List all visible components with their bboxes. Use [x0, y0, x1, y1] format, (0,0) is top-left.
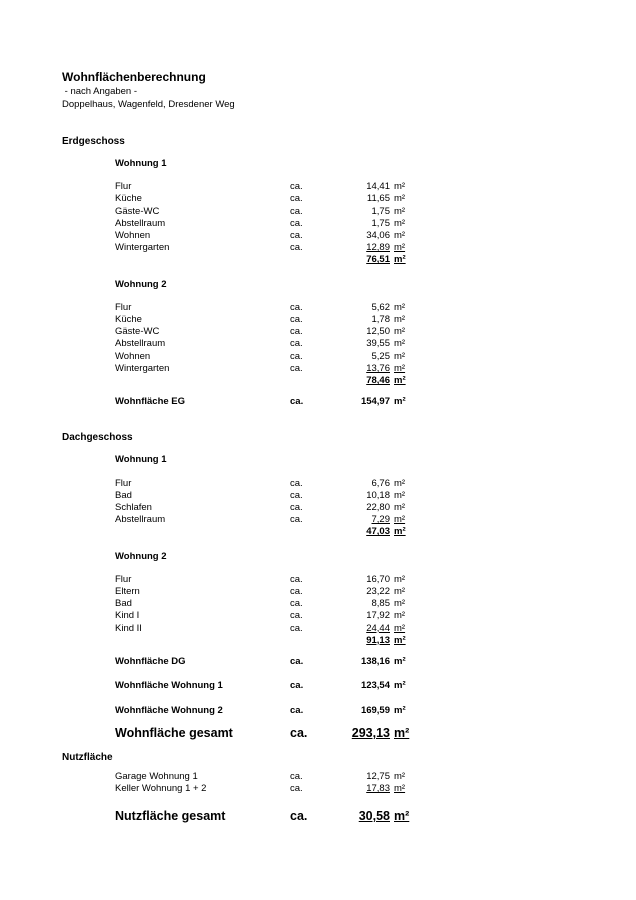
unit-label: m² [394, 181, 406, 193]
unit-label: m² [394, 489, 406, 501]
unit-label: m² [394, 326, 406, 338]
area-value: 7,29 [371, 514, 390, 526]
grand-total-row [115, 726, 636, 741]
area-value: 12,50 [366, 326, 390, 338]
area-value: 23,22 [366, 586, 390, 598]
unit-label: m² [394, 770, 406, 782]
area-value: 12,89 [366, 242, 390, 254]
table-row [115, 242, 636, 254]
table-row [115, 574, 636, 586]
summary-row-wohnung-1 [115, 680, 636, 692]
summary-label: Wohnfläche Wohnung 1 [115, 680, 223, 692]
unit-label: m² [394, 350, 406, 362]
group-total-value: 76,51 [366, 254, 390, 266]
nutzflaeche-total-row [115, 809, 636, 824]
summary-row-dg [115, 656, 636, 668]
approx-label: ca. [290, 598, 303, 610]
summary-value: 154,97 [360, 396, 390, 408]
room-label: Schlafen [115, 502, 152, 514]
summary-value: 138,16 [360, 656, 390, 668]
document-title: Wohnflächenberechnung [62, 70, 206, 84]
area-value: 1,75 [371, 217, 390, 229]
room-label: Kind I [115, 610, 140, 622]
room-label: Flur [115, 477, 132, 489]
approx-label: ca. [290, 301, 303, 313]
unit-label: m² [394, 610, 406, 622]
unit-label: m² [394, 338, 406, 350]
room-label: Flur [115, 573, 132, 585]
approx-label: ca. [290, 704, 304, 716]
table-row [115, 598, 636, 610]
unit-label: m² [394, 242, 406, 254]
subtitle-line-1: - nach Angaben - [62, 86, 137, 97]
summary-row-eg [115, 396, 636, 408]
area-value: 17,83 [366, 782, 390, 794]
table-row [115, 514, 636, 526]
summary-value: 123,54 [360, 680, 390, 692]
group-total-value: 91,13 [366, 634, 390, 646]
table-row [115, 193, 636, 205]
table-row [115, 363, 636, 375]
room-label: Gäste-WC [115, 205, 160, 217]
table-row [115, 783, 636, 795]
group-heading-dg-wohnung-1: Wohnung 1 [115, 454, 167, 466]
section-heading-nutzflaeche: Nutzfläche [62, 751, 113, 763]
group-heading-eg-wohnung-2: Wohnung 2 [115, 278, 167, 290]
section-heading-erdgeschoss: Erdgeschoss [62, 136, 125, 147]
approx-label: ca. [290, 350, 303, 362]
approx-label: ca. [290, 396, 304, 408]
summary-label: Wohnfläche EG [115, 396, 186, 408]
area-value: 13,76 [366, 362, 390, 374]
group-total-row [115, 526, 636, 538]
area-value: 11,65 [366, 193, 390, 205]
area-value: 39,55 [366, 338, 390, 350]
table-row [115, 771, 636, 783]
group-heading-dg-wohnung-2: Wohnung 2 [115, 550, 167, 562]
approx-label: ca. [290, 314, 303, 326]
unit-label: m² [394, 375, 406, 387]
approx-label: ca. [290, 770, 303, 782]
unit-label: m² [394, 586, 406, 598]
approx-label: ca. [290, 725, 308, 740]
approx-label: ca. [290, 656, 304, 668]
unit-label: m² [394, 301, 406, 313]
approx-label: ca. [290, 217, 303, 229]
table-row [115, 610, 636, 622]
area-value: 6,76 [371, 477, 390, 489]
unit-label: m² [394, 704, 406, 716]
approx-label: ca. [290, 514, 303, 526]
room-label: Wohnen [115, 350, 151, 362]
area-value: 14,41 [366, 181, 390, 193]
room-label: Eltern [115, 586, 140, 598]
room-label: Bad [115, 489, 132, 501]
group-total-row [115, 375, 636, 387]
unit-label: m² [394, 230, 406, 242]
table-row [115, 586, 636, 598]
approx-label: ca. [290, 362, 303, 374]
area-value: 1,78 [371, 314, 390, 326]
area-value: 24,44 [366, 622, 390, 634]
section-heading-dachgeschoss: Dachgeschoss [62, 432, 133, 444]
summary-row-wohnung-2 [115, 705, 636, 717]
approx-label: ca. [290, 489, 303, 501]
approx-label: ca. [290, 586, 303, 598]
unit-label: m² [394, 254, 406, 266]
area-value: 5,25 [371, 350, 390, 362]
unit-label: m² [394, 205, 406, 217]
nutzflaeche-total-label: Nutzfläche gesamt [115, 809, 226, 824]
room-label: Flur [115, 301, 132, 313]
area-value: 1,75 [371, 205, 390, 217]
unit-label: m² [394, 217, 406, 229]
approx-label: ca. [290, 680, 304, 692]
table-row [115, 338, 636, 350]
group-total-value: 78,46 [366, 375, 390, 387]
unit-label: m² [394, 314, 406, 326]
area-value: 17,92 [366, 610, 390, 622]
room-label: Abstellraum [115, 338, 166, 350]
area-value: 22,80 [366, 502, 390, 514]
table-row [115, 181, 636, 193]
approx-label: ca. [290, 326, 303, 338]
approx-label: ca. [290, 205, 303, 217]
unit-label: m² [394, 634, 406, 646]
room-label: Abstellraum [115, 514, 166, 526]
table-row [115, 302, 636, 314]
room-label: Kind II [115, 622, 142, 634]
approx-label: ca. [290, 622, 303, 634]
room-label: Gäste-WC [115, 326, 160, 338]
approx-label: ca. [290, 230, 303, 242]
unit-label: m² [394, 725, 410, 740]
unit-label: m² [394, 782, 406, 794]
table-row [115, 351, 636, 363]
area-value: 10,18 [366, 489, 390, 501]
group-total-row [115, 254, 636, 266]
unit-label: m² [394, 477, 406, 489]
summary-label: Wohnfläche Wohnung 2 [115, 704, 223, 716]
room-label: Wintergarten [115, 362, 170, 374]
table-row [115, 230, 636, 242]
area-value: 8,85 [371, 598, 390, 610]
area-value: 12,75 [366, 770, 390, 782]
approx-label: ca. [290, 610, 303, 622]
unit-label: m² [394, 193, 406, 205]
unit-label: m² [394, 680, 406, 692]
unit-label: m² [394, 809, 410, 824]
unit-label: m² [394, 514, 406, 526]
unit-label: m² [394, 396, 406, 408]
group-heading-eg-wohnung-1: Wohnung 1 [115, 158, 167, 169]
nutzflaeche-total-value: 30,58 [358, 809, 390, 824]
approx-label: ca. [290, 502, 303, 514]
table-row [115, 623, 636, 635]
group-total-value: 47,03 [366, 526, 390, 538]
table-row [115, 490, 636, 502]
area-value: 34,06 [366, 230, 390, 242]
table-row [115, 314, 636, 326]
room-label: Küche [115, 314, 142, 326]
table-row [115, 478, 636, 490]
room-label: Bad [115, 598, 132, 610]
area-value: 5,62 [371, 301, 390, 313]
unit-label: m² [394, 362, 406, 374]
room-label: Garage Wohnung 1 [115, 770, 198, 782]
area-value: 16,70 [366, 573, 390, 585]
group-total-row [115, 635, 636, 647]
room-label: Abstellraum [115, 217, 166, 229]
room-label: Wohnen [115, 230, 151, 242]
approx-label: ca. [290, 181, 303, 193]
summary-value: 169,59 [360, 704, 390, 716]
grand-total-value: 293,13 [351, 725, 390, 740]
unit-label: m² [394, 526, 406, 538]
table-row [115, 502, 636, 514]
room-label: Flur [115, 181, 132, 193]
table-row [115, 218, 636, 230]
grand-total-label: Wohnfläche gesamt [115, 725, 233, 740]
approx-label: ca. [290, 477, 303, 489]
table-row [115, 326, 636, 338]
approx-label: ca. [290, 242, 303, 254]
room-label: Keller Wohnung 1 + 2 [115, 782, 207, 794]
approx-label: ca. [290, 782, 303, 794]
room-label: Wintergarten [115, 242, 170, 254]
table-row [115, 206, 636, 218]
room-label: Küche [115, 193, 142, 205]
unit-label: m² [394, 656, 406, 668]
approx-label: ca. [290, 809, 308, 824]
unit-label: m² [394, 502, 406, 514]
unit-label: m² [394, 573, 406, 585]
approx-label: ca. [290, 338, 303, 350]
subtitle-line-2: Doppelhaus, Wagenfeld, Dresdener Weg [62, 99, 235, 110]
unit-label: m² [394, 598, 406, 610]
summary-label: Wohnfläche DG [115, 656, 186, 668]
unit-label: m² [394, 622, 406, 634]
approx-label: ca. [290, 573, 303, 585]
approx-label: ca. [290, 193, 303, 205]
